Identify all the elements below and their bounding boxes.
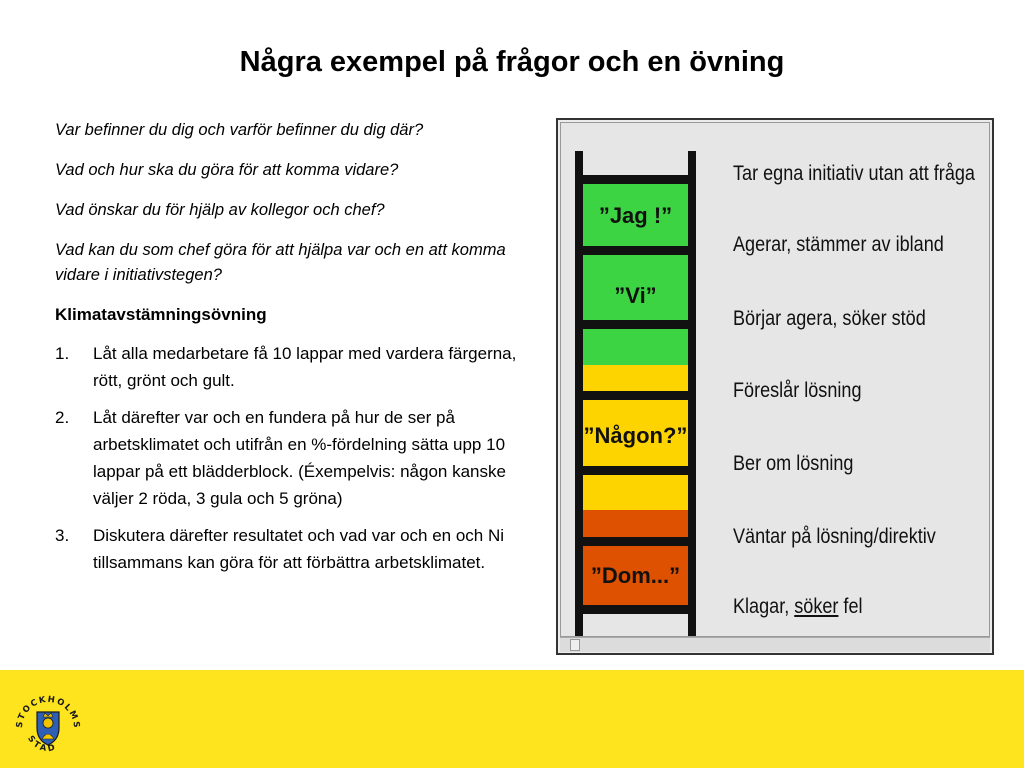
figure-scrollbar[interactable] [560,637,990,652]
exercise-step [55,340,530,394]
step-text: Låt därefter var och en fundera på hur de ser på arbetsklimatet och utifrån en %-fördelning sätta upp 10 lappar på ett blädderblock. (Éxempelvis: någon kanske väljer 2 röda, 3 gula och 5 gröna) [93,408,506,508]
ladder-description: Agerar, stämmer av ibland [733,233,944,256]
ladder-rung [575,391,696,400]
stockholms-stad-logo [12,688,84,760]
ladder-rung [575,320,696,329]
question-1: Var befinner du dig och varför befinner du dig där? [55,121,424,139]
ladder-description: Väntar på lösning/direktiv [733,525,936,548]
segment-red [583,510,688,610]
step-text: Låt alla medarbetare få 10 lappar med vardera färgerna, rött, grönt och gult. [93,344,517,390]
step-text: Diskutera därefter resultatet och vad var och en och Ni tillsammans kan göra för att förbättra arbetsklimatet. [93,526,505,572]
ladder-canvas [560,122,990,637]
question-2: Vad och hur ska du göra för att komma vidare? [55,161,399,179]
ladder-description-last [733,595,863,619]
ladder-label-nagon: ”Någon?” [583,423,688,448]
crest-head-icon [43,718,53,728]
ladder-description: Tar egna initiativ utan att fråga [733,162,975,185]
ladder-rung [575,537,696,546]
logo-text-top: STOCKHOLMS [14,694,82,730]
exercise-step [55,522,530,576]
ladder-description: Föreslår lösning [733,379,862,402]
step-number: 3. [55,526,70,545]
ladder-rung [575,246,696,255]
text-column [55,118,530,586]
segment-yellow-lower [583,470,688,510]
ladder-description: Ber om lösning [733,452,854,475]
page-title: Några exempel på frågor och en övning [239,46,785,78]
footer-band [0,670,1024,768]
ladder-label-vi: ”Vi” [614,283,657,308]
ladder-description-part: Klagar, [733,595,795,618]
segment-yellow-upper [583,365,688,470]
ladder-description: Börjar agera, söker stöd [733,307,926,330]
scroll-thumb[interactable] [570,639,580,651]
question-3: Vad önskar du för hjälp av kollegor och chef? [55,201,385,219]
question-4: Vad kan du som chef göra för att hjälpa var och en att komma vidare i initiativstegen? [55,241,506,284]
ladder-label-jag: ”Jag !” [598,203,673,228]
ladder-rung [575,605,696,614]
ladder-rung [575,466,696,475]
initiative-ladder-figure [556,118,994,655]
logo-text-bottom: STAD [25,734,59,755]
exercise-title: Klimatavstämningsövning [55,305,267,324]
ladder-rung [575,175,696,184]
segment-green-vi [583,301,688,365]
ladder-label-dom: ”Dom...” [590,563,681,588]
step-number: 2. [55,408,70,427]
ladder-description-part: fel [838,595,863,618]
exercise-step [55,404,530,512]
ladder-description-underlined: söker [794,595,839,618]
exercise-steps [55,340,530,576]
step-number: 1. [55,344,70,363]
